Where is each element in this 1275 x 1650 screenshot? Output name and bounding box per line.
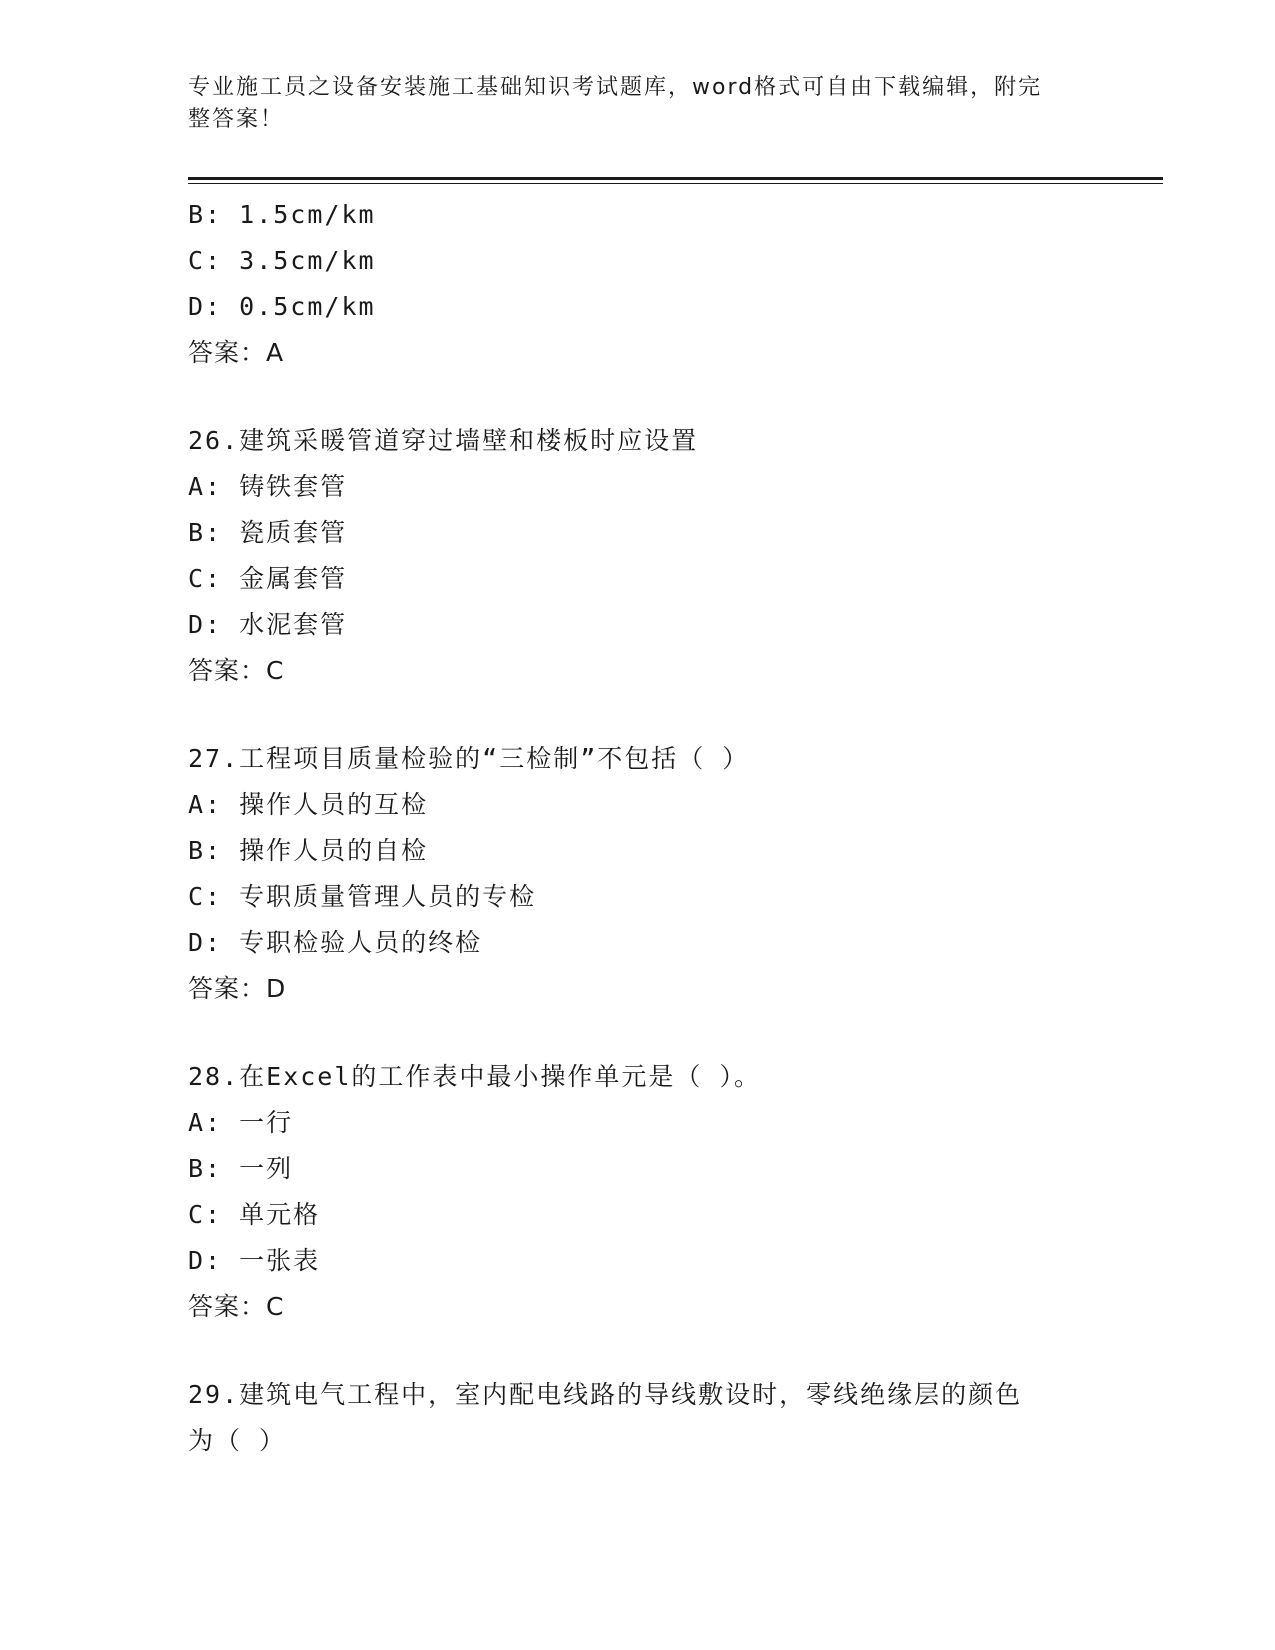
answer: 答案：A: [188, 338, 285, 367]
option-d: D: 0.5cm/km: [188, 292, 376, 321]
header-line-1: 专业施工员之设备安装施工基础知识考试题库，word格式可自由下载编辑，附完: [188, 75, 1043, 100]
option-d: D: 专职检验人员的终检: [188, 928, 483, 957]
option-c: C: 单元格: [188, 1200, 321, 1229]
question-text: 26.建筑采暖管道穿过墙壁和楼板时应设置: [188, 426, 699, 455]
question-block-25: [188, 192, 1163, 376]
question-list: [188, 192, 1163, 1464]
option-b: B: 1.5cm/km: [188, 200, 376, 229]
option-a: A: 操作人员的互检: [188, 790, 429, 819]
option-b: B: 一列: [188, 1154, 294, 1183]
option-c: C: 专职质量管理人员的专检: [188, 882, 537, 911]
option-b: B: 瓷质套管: [188, 518, 348, 547]
header-line-2: 整答案！: [188, 107, 285, 132]
question-block-29: [188, 1372, 1163, 1464]
document-header: [188, 72, 1068, 136]
answer: 答案：D: [188, 974, 287, 1003]
question-block-26: [188, 418, 1163, 694]
option-b: B: 操作人员的自检: [188, 836, 429, 865]
question-block-27: [188, 736, 1163, 1012]
question-block-28: [188, 1054, 1163, 1330]
option-a: A: 铸铁套管: [188, 472, 348, 501]
option-d: D: 水泥套管: [188, 610, 348, 639]
option-c: C: 3.5cm/km: [188, 246, 376, 275]
answer: 答案：C: [188, 656, 285, 685]
option-a: A: 一行: [188, 1108, 294, 1137]
question-text-line-2: 为（ ）: [188, 1426, 287, 1455]
question-text-line-1: 29.建筑电气工程中，室内配电线路的导线敷设时，零线绝缘层的颜色: [188, 1380, 1023, 1409]
answer: 答案：C: [188, 1292, 285, 1321]
option-d: D: 一张表: [188, 1246, 321, 1275]
question-text: 28.在Excel的工作表中最小操作单元是（ ）。: [188, 1062, 761, 1091]
question-text: 27.工程项目质量检验的“三检制”不包括（ ）: [188, 744, 750, 773]
option-c: C: 金属套管: [188, 564, 348, 593]
header-rule-thick: [188, 177, 1163, 180]
header-rule-thin: [188, 183, 1163, 184]
